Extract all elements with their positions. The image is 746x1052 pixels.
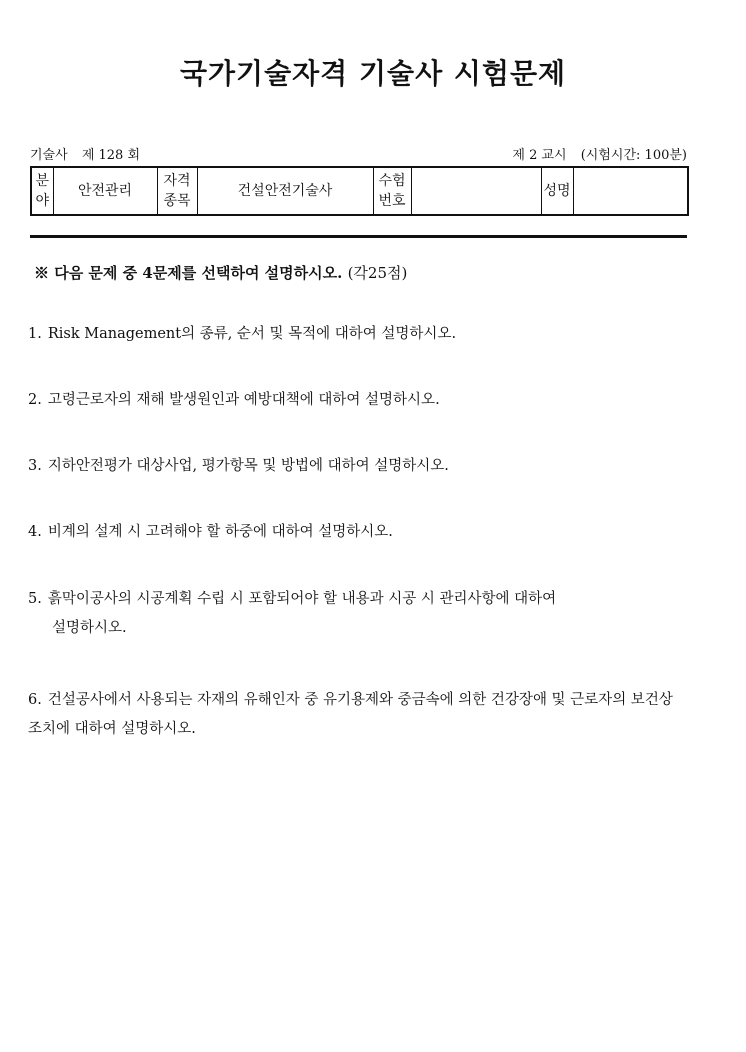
question-text-continued: 설명하시오. [52, 620, 127, 636]
exam-meta-left [30, 148, 150, 164]
question-number: 6. [28, 692, 42, 708]
question-5 [28, 585, 690, 643]
exam-number-field[interactable] [411, 167, 541, 215]
exam-info-table [30, 166, 689, 216]
field-label: 분야 [31, 167, 53, 215]
question-text: 비계의 설계 시 고려해야 할 하중에 대하여 설명하시오. [47, 524, 393, 540]
exam-meta-right [512, 148, 687, 164]
field-value: 안전관리 [53, 167, 157, 215]
question-number: 5. [28, 591, 42, 607]
name-field[interactable] [573, 167, 688, 215]
question-2 [28, 386, 690, 415]
question-text: 흙막이공사의 시공계획 수립 시 포함되어야 할 내용과 시공 시 관리사항에 대하여 [47, 591, 557, 607]
cert-label: 자격종목 [157, 167, 197, 215]
page-title: 국가기술자격 기술사 시험문제 [179, 57, 567, 90]
question-text: 지하안전평가 대상사업, 평가항목 및 방법에 대하여 설명하시오. [47, 458, 449, 474]
duration-text: (시험시간: 100분) [580, 148, 687, 163]
question-number: 1. [28, 326, 42, 342]
divider-rule [30, 235, 687, 238]
name-label: 성명 [541, 167, 573, 215]
question-3 [28, 452, 690, 481]
question-text: 고령근로자의 재해 발생원인과 예방대책에 대하여 설명하시오. [47, 392, 440, 408]
exam-number-label: 수험번호 [373, 167, 411, 215]
instruction-text: ※ 다음 문제 중 4문제를 선택하여 설명하시오. [34, 264, 343, 282]
question-text: Risk Management의 종류, 순서 및 목적에 대하여 설명하시오. [47, 326, 457, 342]
question-number: 4. [28, 524, 42, 540]
question-1 [28, 320, 690, 349]
session-text: 제 2 교시 [512, 148, 567, 163]
question-6 [28, 686, 690, 744]
cert-value: 건설안전기술사 [197, 167, 373, 215]
question-4 [28, 518, 690, 547]
instruction-points: (각25점) [347, 264, 408, 282]
question-text: 건설공사에서 사용되는 자재의 유해인자 중 유기용제와 중금속에 의한 건강장애 및 근로자의 보건상 조치에 대하여 설명하시오. [28, 692, 673, 737]
instruction-line [34, 262, 694, 283]
question-number: 2. [28, 392, 42, 408]
round-text: 제 128 회 [81, 148, 141, 163]
qualification-text: 기술사 [30, 148, 68, 163]
question-number: 3. [28, 458, 42, 474]
